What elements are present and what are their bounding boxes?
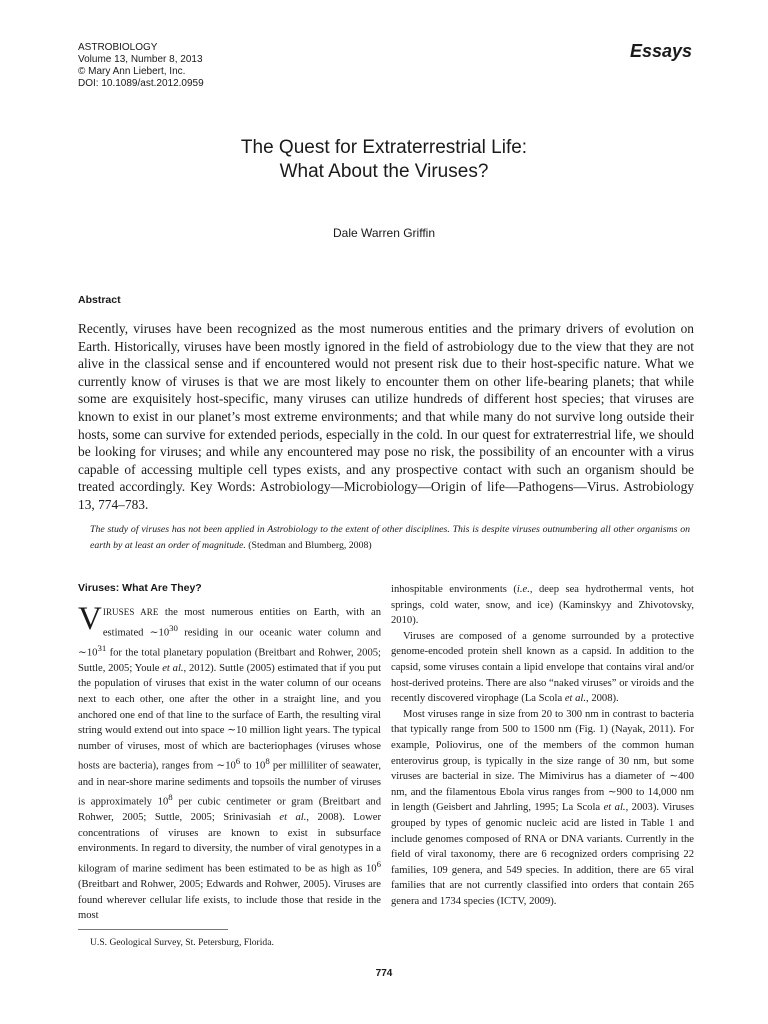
journal-name: ASTROBIOLOGY xyxy=(78,42,158,53)
epigraph-citation: (Stedman and Blumberg, 2008) xyxy=(248,540,372,551)
section-heading: Viruses: What Are They? xyxy=(78,582,202,594)
paragraph xyxy=(391,707,694,910)
title-line-2: What About the Viruses? xyxy=(279,161,489,182)
text-run: , 2008). xyxy=(586,693,619,705)
text-run: per milliliter of seawater, and in near-shore marine sediments and topsoils the number of viruses is approximately 10 xyxy=(78,760,381,808)
title-line-1: The Quest for Extraterrestrial Life: xyxy=(240,137,528,158)
author-name: Dale Warren Griffin xyxy=(332,226,436,240)
superscript: 30 xyxy=(169,622,178,633)
text-run: Most viruses range in size from 20 to 300 nm in contrast to bacteria that typically range from 500 to 1500 nm (Fig. 1) (Nayak, 2011). For example, Poliovirus, one of the members of the common human enterovirus group, is typically in the size range of 30 nm, but some viruses are bacterial in size. The Mimivirus has a diameter of ∼400 nm, and the filamentous Ebola virus ranges from ∼900 to 14,000 nm in length (Geisbert and Jahrling, 1995; La Scola xyxy=(391,708,694,814)
paragraph xyxy=(391,629,694,707)
text-run: the most numerous entities on Earth, with an estimated ∼10 xyxy=(102,607,381,639)
page-number: 774 xyxy=(375,968,393,979)
journal-volume: Volume 13, Number 8, 2013 xyxy=(78,54,203,65)
right-column xyxy=(391,582,694,909)
text-run: residing in our oceanic water column and ∼10 xyxy=(78,627,381,659)
abstract-heading: Abstract xyxy=(78,294,121,306)
italic-run: et al. xyxy=(279,812,307,824)
epigraph-quote: The study of viruses has not been applied in Astrobiology to the extent of other disciplines. This is despite viruses outnumbering all other organisms on earth by at least an order of magnitude. xyxy=(90,524,690,551)
italic-run: i.e. xyxy=(516,584,530,595)
journal-publisher: © Mary Ann Liebert, Inc. xyxy=(78,66,186,77)
text-run: , 2008). Lower concentrations of viruses are known to exist in subsurface environments. In regard to diversity, the number of viral genotypes in a kilogram of marine sediment has been estimated to be as high as 10 xyxy=(78,812,381,875)
section-label: Essays xyxy=(629,41,692,61)
text-run: (Breitbart and Rohwer, 2005; Edwards and Rohwer, 2005). Viruses are found wherever cellular life exists, to include those that reside in the most xyxy=(78,879,381,922)
italic-run: et al. xyxy=(564,693,587,705)
text-run: for the total planetary population (Breitbart and Rohwer, 2005; Suttle, 2005; Youle xyxy=(78,647,381,674)
superscript: 31 xyxy=(97,642,107,653)
superscript: 6 xyxy=(376,859,381,870)
affiliation-footnote: U.S. Geological Survey, St. Petersburg, Florida. xyxy=(90,937,274,948)
paragraph xyxy=(391,582,694,629)
article-title xyxy=(0,136,768,184)
superscript: 6 xyxy=(235,756,241,767)
text-run: Viruses are composed of a genome surrounded by a protective genome-encoded protein shell known as a capsid. In addition to the capsid, some viruses contain a lipid envelope that contains viral and/or host-derived proteins. There are also “naked viruses” or viroids and the recently discovered virophage (La Scola xyxy=(391,630,694,705)
superscript: 8 xyxy=(168,792,173,803)
abstract-text: Recently, viruses have been recognized as the most numerous entities and the primary drivers of evolution on Earth. Historically, viruses have been mostly ignored in the field of astrobiology due to the view that they are not alive in the classical sense and if encountered would not present risk due to their host-specific nature. What we currently know of viruses is that we are most likely to encounter them on other life-bearing planets; that while some are exquisitely host-specific, many viruses can utilize hundreds of different host species; that viruses are known to exist in our planet’s most extreme environments; and that while many do not survive long outside their hosts, some can survive for extended periods, especially in the cold. In our quest for extraterrestrial life, we should be looking for viruses; and while any encountered may pose no risk, the possibility of an encounter with a virus capable of accessing multiple cell types exists, and any prospective contact with such an organism should be treated accordingly. Key Words: Astrobiology—Microbiology—Origin of life—Pathogens—Virus. Astrobiology 13, 774–783. xyxy=(78,321,694,512)
epigraph xyxy=(90,522,690,554)
footnote-divider xyxy=(78,929,228,930)
text-run: to 10 xyxy=(240,760,266,772)
text-run: inhospitable environments ( xyxy=(391,584,517,595)
drop-cap: V xyxy=(78,601,102,637)
text-run: , 2012). Suttle (2005) estimated that if you put the population of viruses that exist in the water column of our oceans next to each other, one after the other in a straight line, and you anchored one end of that line to the surface of Earth, the resulting viral string would extend out into space ∼10 million light years. The typical number of viruses, most of which are bacteriophages (viruses whose hosts are bacteria), ranges from ∼10 xyxy=(78,662,382,772)
journal-doi: DOI: 10.1089/ast.2012.0959 xyxy=(78,78,204,89)
italic-run: et al. xyxy=(162,662,184,674)
paragraph xyxy=(78,601,382,924)
italic-run: et al. xyxy=(603,802,626,814)
small-caps-lead: IRUSES ARE xyxy=(102,607,159,617)
text-run: , deep sea hydrothermal vents, hot springs, cold water, snow, and ice) (Kaminskyy and Zhivotovsky, 2010). xyxy=(391,584,694,627)
superscript: 8 xyxy=(265,756,270,767)
left-column xyxy=(78,582,381,924)
journal-info xyxy=(78,42,204,90)
text-run: , 2003). Viruses grouped by types of genomic nucleic acid are listed in Table 1 and include genomes composed of RNA or DNA variants. Currently in the field of viral taxonomy, there are 6 recognized orders comprising 22 families, 109 genera, and 549 species. In addition, there are 65 viral families that are not currently classified into orders that contain 265 genera and 1734 species (ICTV, 2009). xyxy=(391,802,694,907)
text-run: per cubic centimeter or gram (Breitbart and Rohwer, 2005; Suttle, 2005; Srinivasiah xyxy=(78,796,381,824)
